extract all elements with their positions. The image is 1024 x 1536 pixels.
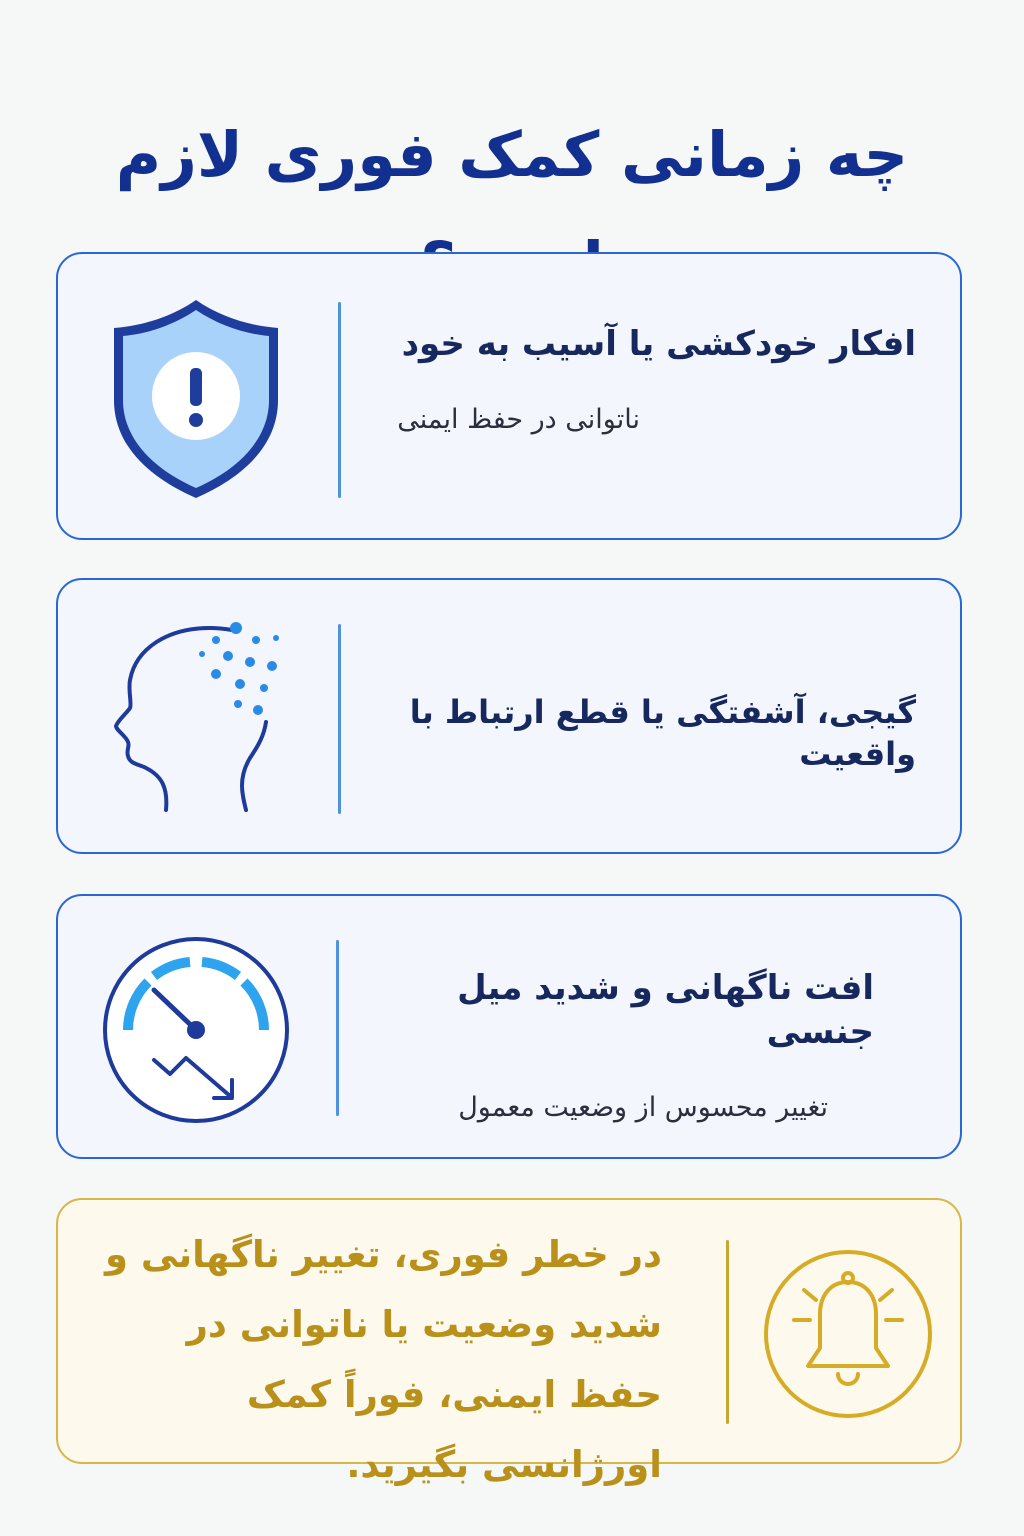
bell-icon — [762, 1248, 934, 1420]
card-divider — [336, 940, 339, 1116]
card-heading: افکار خودکشی یا آسیب به خود — [401, 324, 916, 364]
card-divider — [338, 302, 341, 498]
card-confusion — [56, 578, 962, 854]
card-subtext: ناتوانی در حفظ ایمنی — [397, 404, 640, 436]
card-subtext: تغییر محسوس از وضعیت معمول — [458, 1092, 828, 1124]
card-libido-drop — [56, 894, 962, 1159]
alert-divider — [726, 1240, 729, 1424]
emergency-alert — [56, 1198, 962, 1486]
shield-alert-icon — [110, 296, 282, 500]
alert-text: در خطر فوری، تغییر ناگهانی و شدید وضعیت یا ناتوانی در حفظ ایمنی، فوراً کمک اورژانسی بگیرید. — [104, 1233, 662, 1486]
page-title: چه زمانی کمک فوری لازم — [115, 118, 909, 191]
card-suicidal-thoughts — [56, 252, 962, 540]
gauge-drop-icon — [100, 934, 292, 1126]
card-divider — [338, 624, 341, 814]
card-heading: گیجی، آشفتگی یا قطع ارتباط با واقعیت — [409, 693, 916, 773]
card-heading: افت ناگهانی و شدید میل جنسی — [457, 968, 874, 1053]
head-confusion-icon — [106, 618, 286, 818]
